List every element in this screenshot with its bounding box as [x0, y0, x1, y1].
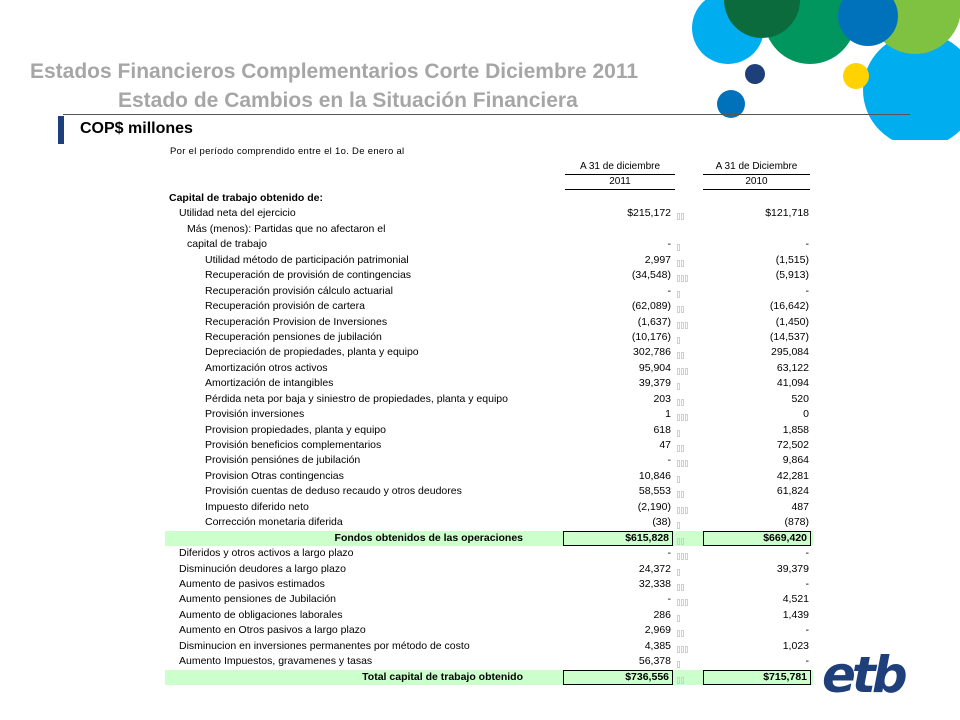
table-row — [165, 546, 813, 561]
value-2011: 47 — [659, 439, 671, 451]
column-header-line1: A 31 de diciembre — [579, 161, 661, 172]
row-label: Recuperación provisión de cartera — [205, 300, 365, 313]
title-divider — [63, 114, 910, 115]
value-2011: (2,190) — [637, 500, 671, 513]
value-2010: 295,084 — [771, 346, 809, 359]
column-rule — [565, 189, 675, 190]
note-marker — [677, 303, 699, 310]
note-marker — [677, 612, 699, 619]
note-marker — [677, 535, 699, 542]
note-marker — [677, 334, 699, 341]
row-label: Aumento pensiones de Jubilación — [179, 593, 337, 606]
row-label: Fondos obtenidos de las operaciones — [334, 531, 523, 544]
financial-table — [165, 191, 813, 685]
column-header-line2: 2011 — [609, 176, 631, 187]
row-label: Provisión beneficios complementarios — [205, 439, 382, 451]
value-2010: (5,913) — [775, 269, 809, 282]
value-2011: (38) — [652, 516, 671, 529]
total-row — [165, 531, 813, 546]
page-subtitle: Estado de Cambios en la Situación Financiera — [118, 89, 578, 112]
value-2011: 618 — [653, 423, 671, 436]
value-2011: $215,172 — [627, 207, 671, 220]
value-2011: (34,548) — [631, 269, 671, 282]
value-2011: (10,176) — [631, 330, 671, 343]
value-2010: (1,450) — [775, 315, 809, 328]
value-2011: - — [667, 284, 671, 297]
table-row — [165, 515, 813, 530]
value-2010: 4,521 — [782, 593, 809, 606]
accent-bar — [58, 116, 64, 144]
value-2011: $615,828 — [625, 531, 669, 544]
note-marker — [677, 365, 699, 372]
note-marker — [677, 380, 699, 387]
value-2010: 39,379 — [776, 562, 809, 575]
value-2011: 203 — [653, 392, 671, 405]
value-2010: 520 — [791, 392, 809, 405]
row-label: capital de trabajo — [187, 238, 267, 251]
note-marker — [677, 442, 699, 449]
row-label: Amortización de intangibles — [205, 377, 334, 390]
value-2011: 95,904 — [638, 361, 671, 374]
row-label: Recuperación Provision de Inversiones — [205, 315, 388, 328]
table-row — [165, 469, 813, 484]
row-label: Aumento Impuestos, gravamenes y tasas — [179, 655, 373, 668]
value-2010: $121,718 — [765, 207, 809, 220]
table-row — [165, 623, 813, 638]
value-2010: 63,122 — [776, 361, 809, 374]
note-marker — [677, 519, 699, 526]
note-marker — [677, 457, 699, 464]
note-marker — [677, 674, 699, 681]
row-label: Diferidos y otros activos a largo plazo — [179, 547, 354, 560]
note-marker — [677, 473, 699, 480]
table-row — [165, 222, 813, 237]
table-row — [165, 361, 813, 376]
column-header-line2: 2010 — [745, 176, 768, 187]
note-marker — [677, 257, 699, 264]
row-label: Recuperación pensiones de jubilación — [205, 330, 382, 343]
table-row — [165, 592, 813, 607]
table-row — [165, 500, 813, 515]
value-2010: - — [805, 624, 809, 637]
table-row — [165, 639, 813, 654]
row-label: Corrección monetaria diferida — [205, 516, 343, 529]
circle-navy-small — [745, 64, 765, 84]
value-2010: - — [805, 238, 809, 251]
note-marker — [677, 411, 699, 418]
column-rule — [703, 174, 810, 175]
value-2010: 42,281 — [776, 469, 809, 482]
note-marker — [677, 504, 699, 511]
table-row — [165, 407, 813, 422]
table-row — [165, 315, 813, 330]
value-2011: 10,846 — [638, 469, 671, 482]
table-row — [165, 577, 813, 592]
total-row — [165, 670, 813, 685]
note-marker — [677, 349, 699, 356]
note-marker — [677, 488, 699, 495]
value-2010: (878) — [784, 516, 809, 529]
value-2010: - — [805, 655, 809, 668]
value-2010: 72,502 — [776, 439, 809, 451]
table-row — [165, 654, 813, 669]
note-marker — [677, 566, 699, 573]
table-row — [165, 438, 813, 453]
value-2011: 4,385 — [644, 639, 671, 652]
value-2011: $736,556 — [625, 670, 669, 683]
note-marker — [677, 396, 699, 403]
row-label: Recuperación de provisión de contingencias — [205, 269, 412, 282]
row-label: Pérdida neta por baja y siniestro de propiedades, planta y equipo — [205, 392, 508, 405]
value-2010: (1,515) — [775, 253, 809, 266]
row-label: Utilidad neta del ejercicio — [179, 207, 296, 220]
page-title: Estados Financieros Complementarios Corte Diciembre 2011 — [30, 60, 639, 83]
row-label: Disminución deudores a largo plazo — [179, 562, 346, 575]
table-row — [165, 191, 813, 206]
value-2011: 286 — [653, 608, 671, 621]
row-label: Impuesto diferido neto — [205, 500, 309, 513]
value-2010: 1,439 — [782, 608, 809, 621]
note-marker — [677, 210, 699, 217]
svg-text:etb: etb — [822, 646, 904, 702]
row-label: Provisión pensiónes de jubilación — [205, 454, 361, 467]
value-2011: - — [667, 593, 671, 606]
value-2010: 487 — [791, 500, 809, 513]
value-2010: 9,864 — [782, 454, 809, 467]
row-label: Utilidad método de participación patrimonial — [205, 253, 409, 266]
table-row — [165, 206, 813, 221]
note-marker — [677, 241, 699, 248]
row-label: Aumento en Otros pasivos a largo plazo — [179, 624, 366, 637]
column-rule — [565, 174, 675, 175]
value-2011: - — [667, 547, 671, 560]
value-2011: (62,089) — [631, 300, 671, 313]
value-2011: - — [667, 238, 671, 251]
value-2011: 302,786 — [633, 346, 671, 359]
note-marker — [677, 581, 699, 588]
row-label: Recuperación provisión cálculo actuarial — [205, 284, 393, 297]
etb-logo — [820, 640, 910, 702]
row-label: Aumento de obligaciones laborales — [179, 608, 343, 621]
row-label: Capital de trabajo obtenido de: — [169, 192, 324, 204]
note-marker — [677, 288, 699, 295]
value-2011: 58,553 — [638, 485, 671, 498]
table-row — [165, 376, 813, 391]
value-2010: $715,781 — [763, 670, 807, 683]
row-label: Provisión inversiones — [205, 408, 305, 421]
value-2011: (1,637) — [637, 315, 671, 328]
value-2011: 24,372 — [638, 562, 671, 575]
table-row — [165, 330, 813, 345]
row-label: Provision Otras contingencias — [205, 469, 344, 482]
table-row — [165, 453, 813, 468]
value-2010: $669,420 — [763, 531, 807, 544]
circle-yellow-small — [843, 63, 869, 89]
value-2011: 32,338 — [638, 577, 671, 590]
value-2010: (16,642) — [769, 300, 809, 313]
note-marker — [677, 643, 699, 650]
table-row — [165, 299, 813, 314]
note-marker — [677, 319, 699, 326]
table-row — [165, 253, 813, 268]
table-row — [165, 345, 813, 360]
value-2011: - — [667, 454, 671, 467]
value-2010: 1,023 — [782, 639, 809, 652]
row-label: Disminucion en inversiones permanentes por método de costo — [179, 639, 470, 652]
note-marker — [677, 550, 699, 557]
value-2010: (14,537) — [769, 330, 809, 343]
value-2011: 2,969 — [644, 624, 671, 637]
column-header-line1: A 31 de Diciembre — [715, 161, 798, 172]
row-label: Amortización otros activos — [205, 361, 328, 374]
value-2010: 0 — [803, 408, 809, 421]
row-label: Más (menos): Partidas que no afectaron el — [187, 222, 386, 235]
note-marker — [677, 272, 699, 279]
table-row — [165, 562, 813, 577]
table-row — [165, 484, 813, 499]
row-label: Depreciación de propiedades, planta y equipo — [205, 346, 419, 359]
note-marker — [677, 596, 699, 603]
value-2010: 61,824 — [776, 485, 809, 498]
row-label: Provision propiedades, planta y equipo — [205, 423, 386, 436]
row-label: Provisión cuentas de deduso recaudo y otros deudores — [205, 485, 462, 498]
currency-label: COP$ millones — [80, 120, 193, 137]
period-text: Por el período comprendido entre el 1o. De enero al — [170, 146, 405, 157]
row-label: Total capital de trabajo obtenido — [362, 670, 523, 683]
table-row — [165, 268, 813, 283]
value-2011: 39,379 — [638, 377, 671, 390]
value-2010: - — [805, 577, 809, 590]
note-marker — [677, 427, 699, 434]
value-2011: 1 — [665, 408, 671, 421]
value-2010: - — [805, 547, 809, 560]
table-row — [165, 608, 813, 623]
value-2010: 1,858 — [782, 423, 809, 436]
table-row — [165, 423, 813, 438]
table-row — [165, 237, 813, 252]
table-row — [165, 392, 813, 407]
value-2010: - — [805, 284, 809, 297]
column-rule — [703, 189, 810, 190]
row-label: Aumento de pasivos estimados — [179, 577, 325, 590]
value-2010: 41,094 — [776, 377, 809, 390]
value-2011: 2,997 — [644, 253, 671, 266]
note-marker — [677, 627, 699, 634]
value-2011: 56,378 — [638, 655, 671, 668]
note-marker — [677, 658, 699, 665]
table-row — [165, 284, 813, 299]
